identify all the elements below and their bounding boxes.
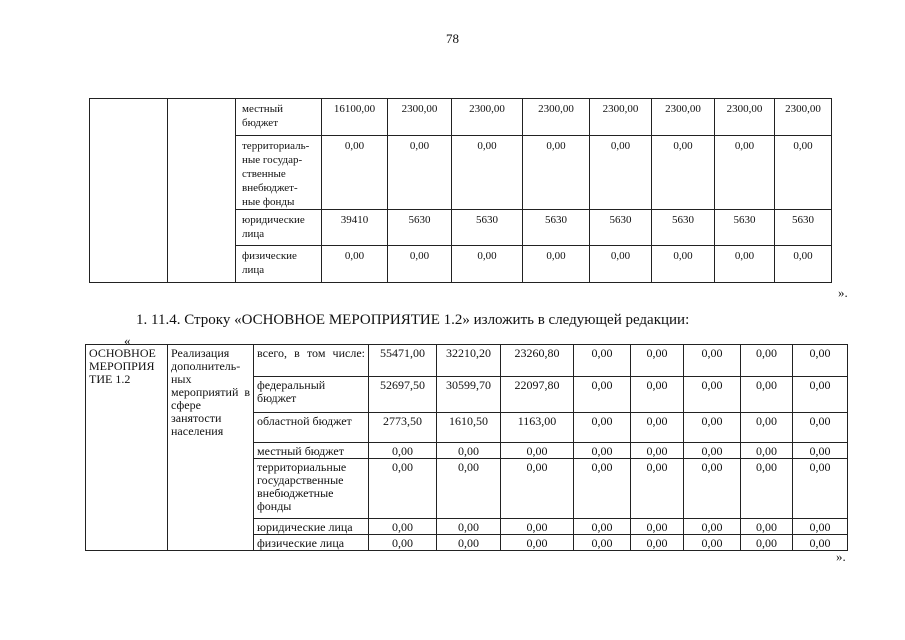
source-cell: физические лица — [236, 246, 322, 283]
value-cell: 0,00 — [775, 136, 832, 210]
value-cell: 55471,00 — [369, 345, 437, 377]
description-cell: Реализация дополнитель- ных мероприятий в сфере занятости населения — [168, 345, 254, 551]
source-cell: местный бюджет — [236, 99, 322, 136]
value-cell: 0,00 — [437, 519, 501, 535]
value-cell: 0,00 — [631, 377, 684, 413]
value-cell: 0,00 — [741, 535, 793, 551]
value-cell: 0,00 — [741, 519, 793, 535]
source-cell: федеральный бюджет — [254, 377, 369, 413]
value-cell: 1610,50 — [437, 413, 501, 443]
value-cell: 5630 — [452, 210, 523, 246]
value-cell: 2300,00 — [590, 99, 652, 136]
value-cell: 0,00 — [741, 443, 793, 459]
value-cell: 0,00 — [631, 413, 684, 443]
value-cell: 0,00 — [793, 519, 848, 535]
value-cell: 0,00 — [684, 345, 741, 377]
value-cell: 0,00 — [631, 345, 684, 377]
source-cell: всего, в том числе: — [254, 345, 369, 377]
value-cell: 0,00 — [684, 377, 741, 413]
value-cell: 16100,00 — [322, 99, 388, 136]
source-cell: территориаль- ные государ- ственные внебюджет- ные фонды — [236, 136, 322, 210]
value-cell: 0,00 — [631, 459, 684, 519]
value-cell: 5630 — [775, 210, 832, 246]
value-cell: 0,00 — [574, 535, 631, 551]
closing-quote: ». — [838, 285, 848, 300]
activity-cell — [90, 99, 168, 283]
value-cell: 22097,80 — [501, 377, 574, 413]
closing-quote: ». — [836, 549, 846, 564]
value-cell: 0,00 — [684, 459, 741, 519]
value-cell: 0,00 — [574, 459, 631, 519]
value-cell: 0,00 — [684, 413, 741, 443]
value-cell: 0,00 — [652, 246, 715, 283]
value-cell: 0,00 — [631, 519, 684, 535]
value-cell: 0,00 — [631, 443, 684, 459]
value-cell: 0,00 — [793, 345, 848, 377]
value-cell: 0,00 — [437, 535, 501, 551]
value-cell: 0,00 — [369, 535, 437, 551]
value-cell: 0,00 — [452, 246, 523, 283]
value-cell: 2300,00 — [523, 99, 590, 136]
value-cell: 2300,00 — [775, 99, 832, 136]
value-cell: 0,00 — [793, 377, 848, 413]
value-cell: 0,00 — [523, 136, 590, 210]
value-cell: 2300,00 — [388, 99, 452, 136]
value-cell: 0,00 — [652, 136, 715, 210]
value-cell: 0,00 — [574, 519, 631, 535]
value-cell: 5630 — [652, 210, 715, 246]
value-cell: 0,00 — [437, 459, 501, 519]
value-cell: 0,00 — [715, 246, 775, 283]
value-cell: 0,00 — [574, 377, 631, 413]
value-cell: 0,00 — [369, 443, 437, 459]
value-cell: 0,00 — [590, 246, 652, 283]
value-cell: 39410 — [322, 210, 388, 246]
source-cell: территориальные государственные внебюджетные фонды — [254, 459, 369, 519]
value-cell: 0,00 — [741, 377, 793, 413]
value-cell: 0,00 — [793, 413, 848, 443]
value-cell: 0,00 — [501, 443, 574, 459]
value-cell: 2300,00 — [652, 99, 715, 136]
value-cell: 5630 — [523, 210, 590, 246]
value-cell: 5630 — [388, 210, 452, 246]
value-cell: 5630 — [590, 210, 652, 246]
value-cell: 0,00 — [631, 535, 684, 551]
page-number: 78 — [446, 31, 459, 46]
source-cell: юридические лица — [254, 519, 369, 535]
value-cell: 0,00 — [574, 443, 631, 459]
value-cell: 0,00 — [452, 136, 523, 210]
value-cell: 0,00 — [715, 136, 775, 210]
opening-quote: « — [124, 333, 131, 348]
table-row — [90, 99, 832, 136]
value-cell: 0,00 — [322, 246, 388, 283]
value-cell: 0,00 — [369, 519, 437, 535]
amendment-heading: 1. 11.4. Строку «ОСНОВНОЕ МЕРОПРИЯТИЕ 1.2» изложить в следующей редакции: — [136, 312, 690, 328]
source-cell: юридические лица — [236, 210, 322, 246]
value-cell: 2300,00 — [715, 99, 775, 136]
value-cell: 5630 — [715, 210, 775, 246]
value-cell: 23260,80 — [501, 345, 574, 377]
description-cell — [168, 99, 236, 283]
value-cell: 0,00 — [793, 459, 848, 519]
value-cell: 0,00 — [574, 345, 631, 377]
value-cell: 0,00 — [793, 443, 848, 459]
value-cell: 2773,50 — [369, 413, 437, 443]
source-cell: местный бюджет — [254, 443, 369, 459]
table-row — [86, 345, 848, 377]
value-cell: 0,00 — [388, 136, 452, 210]
activity-cell: ОСНОВНОЕ МЕРОПРИЯ ТИЕ 1.2 — [86, 345, 168, 551]
source-cell: физические лица — [254, 535, 369, 551]
value-cell: 0,00 — [388, 246, 452, 283]
source-cell: областной бюджет — [254, 413, 369, 443]
value-cell: 0,00 — [501, 459, 574, 519]
value-cell: 32210,20 — [437, 345, 501, 377]
value-cell: 0,00 — [369, 459, 437, 519]
value-cell: 0,00 — [501, 535, 574, 551]
value-cell: 0,00 — [741, 413, 793, 443]
value-cell: 0,00 — [501, 519, 574, 535]
value-cell: 0,00 — [684, 519, 741, 535]
value-cell: 0,00 — [590, 136, 652, 210]
value-cell: 0,00 — [741, 345, 793, 377]
value-cell: 0,00 — [684, 443, 741, 459]
value-cell: 0,00 — [322, 136, 388, 210]
funding-table-continued — [89, 98, 832, 283]
value-cell: 52697,50 — [369, 377, 437, 413]
value-cell: 0,00 — [574, 413, 631, 443]
value-cell: 2300,00 — [452, 99, 523, 136]
value-cell: 0,00 — [741, 459, 793, 519]
value-cell: 0,00 — [775, 246, 832, 283]
value-cell: 0,00 — [793, 535, 848, 551]
value-cell: 0,00 — [523, 246, 590, 283]
value-cell: 0,00 — [684, 535, 741, 551]
value-cell: 30599,70 — [437, 377, 501, 413]
value-cell: 1163,00 — [501, 413, 574, 443]
value-cell: 0,00 — [437, 443, 501, 459]
funding-table-activity-1-2 — [85, 344, 848, 551]
